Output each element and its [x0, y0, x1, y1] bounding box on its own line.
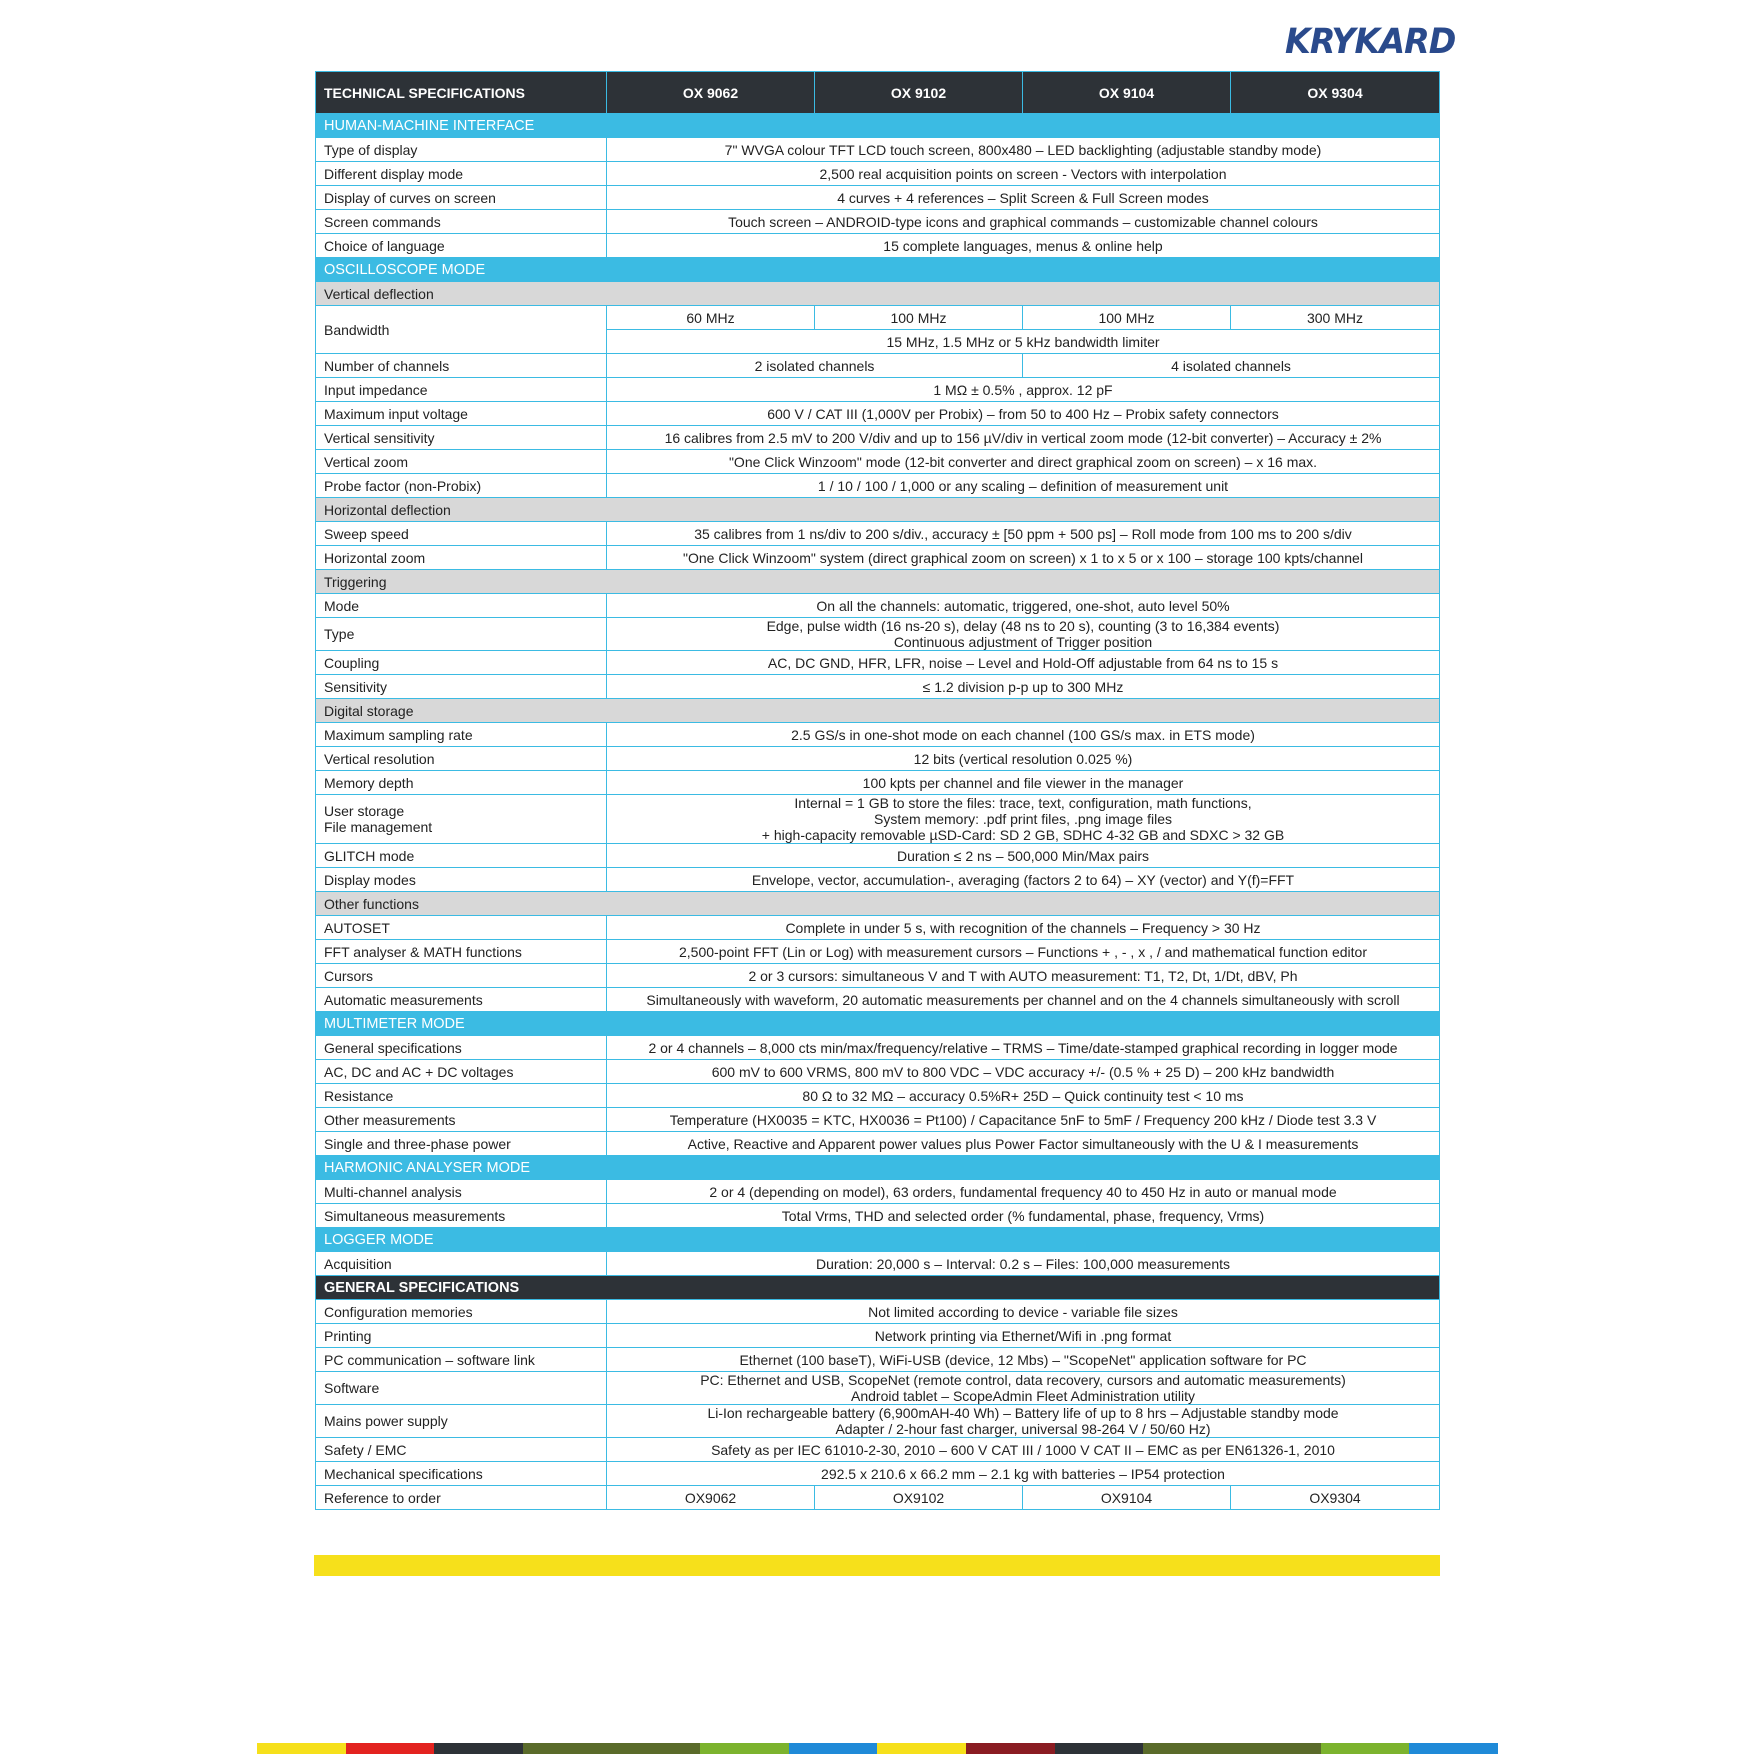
footer-strip-segment [346, 1743, 435, 1754]
spec-value: Simultaneously with waveform, 20 automatic measurements per channel and on the 4 channels simultaneously with scroll [607, 988, 1440, 1012]
spec-label: Other measurements [316, 1108, 607, 1132]
subsection-vertical-title: Vertical deflection [316, 282, 1440, 306]
spec-row [316, 1300, 1440, 1324]
subsection-storage-title: Digital storage [316, 699, 1440, 723]
spec-row [316, 1060, 1440, 1084]
spec-row-bandwidth [316, 306, 1440, 330]
spec-value: 15 complete languages, menus & online help [607, 234, 1440, 258]
spec-label: Simultaneous measurements [316, 1204, 607, 1228]
section-hmi-title: HUMAN-MACHINE INTERFACE [316, 114, 1440, 138]
footer-strip-segment [1232, 1743, 1321, 1754]
spec-label: AUTOSET [316, 916, 607, 940]
spec-label: Different display mode [316, 162, 607, 186]
spec-value [607, 1372, 1440, 1405]
spec-value: 35 calibres from 1 ns/div to 200 s/div., accuracy ± [50 ppm + 500 ps] – Roll mode from 100 ms to 200 s/div [607, 522, 1440, 546]
footer-strip-segment [966, 1743, 1055, 1754]
order-reference: OX9104 [1023, 1486, 1231, 1510]
spec-label: Mains power supply [316, 1405, 607, 1438]
cell-line: Continuous adjustment of Trigger position [893, 634, 1153, 650]
cell-line: Li-Ion rechargeable battery (6,900mAH-40 Wh) – Battery life of up to 8 hrs – Adjustable standby mode [707, 1405, 1339, 1421]
cell-line: Internal = 1 GB to store the files: trace, text, configuration, math functions, [794, 795, 1252, 811]
spec-row [316, 378, 1440, 402]
spec-value: 80 Ω to 32 MΩ – accuracy 0.5%R+ 25D – Quick continuity test < 10 ms [607, 1084, 1440, 1108]
spec-row [316, 844, 1440, 868]
footer-strip-segment [257, 1743, 346, 1754]
spec-row [316, 1204, 1440, 1228]
spec-row [316, 964, 1440, 988]
spec-value [607, 618, 1440, 651]
spec-row [316, 474, 1440, 498]
bandwidth-value: 300 MHz [1231, 306, 1440, 330]
model-ox9062: OX 9062 [607, 72, 815, 114]
spec-label: AC, DC and AC + DC voltages [316, 1060, 607, 1084]
footer-strip-segment [789, 1743, 878, 1754]
spec-label: Cursors [316, 964, 607, 988]
spec-label: Configuration memories [316, 1300, 607, 1324]
spec-value: 2 isolated channels [607, 354, 1023, 378]
footer-strip-segment [1055, 1743, 1144, 1754]
spec-label: Vertical sensitivity [316, 426, 607, 450]
spec-value: AC, DC GND, HFR, LFR, noise – Level and Hold-Off adjustable from 64 ns to 15 s [607, 651, 1440, 675]
spec-label: GLITCH mode [316, 844, 607, 868]
spec-row [316, 138, 1440, 162]
section-hmi [316, 114, 1440, 138]
spec-label: Single and three-phase power [316, 1132, 607, 1156]
footer-strip-segment [1321, 1743, 1410, 1754]
cell-line: PC: Ethernet and USB, ScopeNet (remote control, data recovery, cursors and automatic measurements) [700, 1372, 1346, 1388]
order-reference: OX9102 [815, 1486, 1023, 1510]
spec-row [316, 988, 1440, 1012]
spec-label: Input impedance [316, 378, 607, 402]
spec-value [607, 1405, 1440, 1438]
spec-value: 100 kpts per channel and file viewer in the manager [607, 771, 1440, 795]
bandwidth-value: 100 MHz [815, 306, 1023, 330]
spec-label: Display modes [316, 868, 607, 892]
subsection-other [316, 892, 1440, 916]
spec-label: FFT analyser & MATH functions [316, 940, 607, 964]
spec-row [316, 1036, 1440, 1060]
section-logger-title: LOGGER MODE [316, 1228, 1440, 1252]
footer-strip-segment [523, 1743, 612, 1754]
spec-label: Resistance [316, 1084, 607, 1108]
spec-row [316, 747, 1440, 771]
subsection-storage [316, 699, 1440, 723]
spec-label: Mechanical specifications [316, 1462, 607, 1486]
spec-row-order [316, 1486, 1440, 1510]
spec-row [316, 1252, 1440, 1276]
spec-value: Safety as per IEC 61010-2-30, 2010 – 600 V CAT III / 1000 V CAT II – EMC as per EN61326-1, 2010 [607, 1438, 1440, 1462]
spec-label: Screen commands [316, 210, 607, 234]
spec-value: 4 curves + 4 references – Split Screen & Full Screen modes [607, 186, 1440, 210]
spec-row-channels [316, 354, 1440, 378]
section-general [316, 1276, 1440, 1300]
spec-row [316, 651, 1440, 675]
spec-row [316, 594, 1440, 618]
spec-label: PC communication – software link [316, 1348, 607, 1372]
spec-row [316, 546, 1440, 570]
spec-value: 600 mV to 600 VRMS, 800 mV to 800 VDC – VDC accuracy +/- (0.5 % + 25 D) – 200 kHz bandwidth [607, 1060, 1440, 1084]
spec-row [316, 162, 1440, 186]
spec-row [316, 426, 1440, 450]
spec-value: Not limited according to device - variable file sizes [607, 1300, 1440, 1324]
footer-strip-segment [1409, 1743, 1498, 1754]
spec-label: Bandwidth [316, 306, 607, 354]
spec-value: 1 / 10 / 100 / 1,000 or any scaling – definition of measurement unit [607, 474, 1440, 498]
spec-label: Sweep speed [316, 522, 607, 546]
spec-row [316, 723, 1440, 747]
subsection-horizontal [316, 498, 1440, 522]
spec-label: Maximum sampling rate [316, 723, 607, 747]
spec-value: 2.5 GS/s in one-shot mode on each channel (100 GS/s max. in ETS mode) [607, 723, 1440, 747]
table-header-row [316, 72, 1440, 114]
order-reference: OX9062 [607, 1486, 815, 1510]
spec-value [607, 795, 1440, 844]
section-harmonic-title: HARMONIC ANALYSER MODE [316, 1156, 1440, 1180]
subsection-horizontal-title: Horizontal deflection [316, 498, 1440, 522]
spec-value: 16 calibres from 2.5 mV to 200 V/div and up to 156 µV/div in vertical zoom mode (12-bit converter) – Accuracy ± 2% [607, 426, 1440, 450]
spec-label [316, 795, 607, 844]
spec-value: 2 or 4 channels – 8,000 cts min/max/frequency/relative – TRMS – Time/date-stamped graphical recording in logger mode [607, 1036, 1440, 1060]
spec-row [316, 234, 1440, 258]
spec-label: Type [316, 618, 607, 651]
spec-row [316, 795, 1440, 844]
spec-label: Printing [316, 1324, 607, 1348]
spec-value: 7" WVGA colour TFT LCD touch screen, 800x480 – LED backlighting (adjustable standby mode) [607, 138, 1440, 162]
spec-label: Horizontal zoom [316, 546, 607, 570]
spec-row [316, 1180, 1440, 1204]
section-harmonic [316, 1156, 1440, 1180]
spec-label: Automatic measurements [316, 988, 607, 1012]
spec-row [316, 210, 1440, 234]
cell-line: System memory: .pdf print files, .png image files [874, 811, 1172, 827]
spec-value: 600 V / CAT III (1,000V per Probix) – from 50 to 400 Hz – Probix safety connectors [607, 402, 1440, 426]
section-oscilloscope-title: OSCILLOSCOPE MODE [316, 258, 1440, 282]
spec-label: Choice of language [316, 234, 607, 258]
spec-label: Display of curves on screen [316, 186, 607, 210]
cell-line: File management [324, 819, 433, 835]
yellow-accent-bar [314, 1555, 1440, 1576]
model-ox9304: OX 9304 [1231, 72, 1440, 114]
spec-label: Number of channels [316, 354, 607, 378]
spec-label: Type of display [316, 138, 607, 162]
cell-line: Android tablet – ScopeAdmin Fleet Administration utility [851, 1388, 1195, 1404]
spec-value: 2 or 3 cursors: simultaneous V and T with AUTO measurement: T1, T2, Dt, 1/Dt, dBV, Ph [607, 964, 1440, 988]
subsection-triggering-title: Triggering [316, 570, 1440, 594]
spec-label: Multi-channel analysis [316, 1180, 607, 1204]
spec-row [316, 916, 1440, 940]
model-ox9102: OX 9102 [815, 72, 1023, 114]
spec-row [316, 868, 1440, 892]
bandwidth-value: 60 MHz [607, 306, 815, 330]
bandwidth-value: 100 MHz [1023, 306, 1231, 330]
footer-strip-segment [1143, 1743, 1232, 1754]
footer-strip-segment [877, 1743, 966, 1754]
spec-row [316, 450, 1440, 474]
spec-label: Vertical resolution [316, 747, 607, 771]
spec-value: Ethernet (100 baseT), WiFi-USB (device, 12 Mbs) – "ScopeNet" application software for PC [607, 1348, 1440, 1372]
spec-value: Active, Reactive and Apparent power values plus Power Factor simultaneously with the U & I measurements [607, 1132, 1440, 1156]
table-title: TECHNICAL SPECIFICATIONS [316, 72, 607, 114]
spec-label: Probe factor (non-Probix) [316, 474, 607, 498]
spec-value: 4 isolated channels [1023, 354, 1440, 378]
spec-value: Complete in under 5 s, with recognition of the channels – Frequency > 30 Hz [607, 916, 1440, 940]
spec-label: Safety / EMC [316, 1438, 607, 1462]
cell-line: + high-capacity removable µSD-Card: SD 2 GB, SDHC 4-32 GB and SDXC > 32 GB [761, 827, 1285, 843]
spec-label: Acquisition [316, 1252, 607, 1276]
spec-value: 2 or 4 (depending on model), 63 orders, fundamental frequency 40 to 450 Hz in auto or manual mode [607, 1180, 1440, 1204]
spec-row [316, 771, 1440, 795]
spec-value: Network printing via Ethernet/Wifi in .png format [607, 1324, 1440, 1348]
spec-row [316, 1405, 1440, 1438]
spec-value: 2,500-point FFT (Lin or Log) with measurement cursors – Functions + , - , x , / and mathematical function editor [607, 940, 1440, 964]
spec-label: Memory depth [316, 771, 607, 795]
spec-row [316, 186, 1440, 210]
spec-row [316, 675, 1440, 699]
spec-label: Mode [316, 594, 607, 618]
spec-row [316, 1348, 1440, 1372]
spec-row [316, 1084, 1440, 1108]
spec-value: 292.5 x 210.6 x 66.2 mm – 2.1 kg with batteries – IP54 protection [607, 1462, 1440, 1486]
spec-label: Reference to order [316, 1486, 607, 1510]
spec-label: Sensitivity [316, 675, 607, 699]
spec-row [316, 1462, 1440, 1486]
spec-value: 15 MHz, 1.5 MHz or 5 kHz bandwidth limiter [607, 330, 1440, 354]
spec-row [316, 1438, 1440, 1462]
spec-value: "One Click Winzoom" mode (12-bit converter and direct graphical zoom on screen) – x 16 max. [607, 450, 1440, 474]
subsection-other-title: Other functions [316, 892, 1440, 916]
footer-strip-segment [700, 1743, 789, 1754]
spec-label: Maximum input voltage [316, 402, 607, 426]
spec-value: 2,500 real acquisition points on screen - Vectors with interpolation [607, 162, 1440, 186]
spec-value: ≤ 1.2 division p-p up to 300 MHz [607, 675, 1440, 699]
spec-value: 1 MΩ ± 0.5% , approx. 12 pF [607, 378, 1440, 402]
section-multimeter [316, 1012, 1440, 1036]
cell-line: User storage [324, 803, 405, 819]
spec-table [315, 71, 1440, 1510]
spec-value: "One Click Winzoom" system (direct graphical zoom on screen) x 1 to x 5 or x 100 – storage 100 kpts/channel [607, 546, 1440, 570]
spec-value: Touch screen – ANDROID-type icons and graphical commands – customizable channel colours [607, 210, 1440, 234]
footer-strip-segment [612, 1743, 701, 1754]
subsection-triggering [316, 570, 1440, 594]
order-reference: OX9304 [1231, 1486, 1440, 1510]
spec-value: Total Vrms, THD and selected order (% fundamental, phase, frequency, Vrms) [607, 1204, 1440, 1228]
model-ox9104: OX 9104 [1023, 72, 1231, 114]
spec-row [316, 402, 1440, 426]
section-logger [316, 1228, 1440, 1252]
krykard-logo: KRYKARD [1285, 22, 1456, 62]
spec-row [316, 1132, 1440, 1156]
spec-row [316, 522, 1440, 546]
spec-value: Temperature (HX0035 = KTC, HX0036 = Pt100) / Capacitance 5nF to 5mF / Frequency 200 kHz / Diode test 3.3 V [607, 1108, 1440, 1132]
spec-value: Duration ≤ 2 ns – 500,000 Min/Max pairs [607, 844, 1440, 868]
cell-line: Edge, pulse width (16 ns-20 s), delay (48 ns to 20 s), counting (3 to 16,384 events) [766, 618, 1280, 634]
spec-row [316, 940, 1440, 964]
spec-value: 12 bits (vertical resolution 0.025 %) [607, 747, 1440, 771]
footer-color-strip [257, 1743, 1498, 1754]
spec-label: Vertical zoom [316, 450, 607, 474]
spec-row [316, 1372, 1440, 1405]
subsection-vertical [316, 282, 1440, 306]
spec-row [316, 1108, 1440, 1132]
section-multimeter-title: MULTIMETER MODE [316, 1012, 1440, 1036]
spec-label: General specifications [316, 1036, 607, 1060]
spec-row [316, 1324, 1440, 1348]
footer-strip-segment [434, 1743, 523, 1754]
spec-value: On all the channels: automatic, triggered, one-shot, auto level 50% [607, 594, 1440, 618]
spec-label: Coupling [316, 651, 607, 675]
spec-value: Envelope, vector, accumulation-, averaging (factors 2 to 64) – XY (vector) and Y(f)=FFT [607, 868, 1440, 892]
spec-row [316, 618, 1440, 651]
spec-label: Software [316, 1372, 607, 1405]
section-oscilloscope [316, 258, 1440, 282]
cell-line: Adapter / 2-hour fast charger, universal 98-264 V / 50/60 Hz) [835, 1421, 1211, 1437]
spec-value: Duration: 20,000 s – Interval: 0.2 s – Files: 100,000 measurements [607, 1252, 1440, 1276]
section-general-title: GENERAL SPECIFICATIONS [316, 1276, 1440, 1300]
